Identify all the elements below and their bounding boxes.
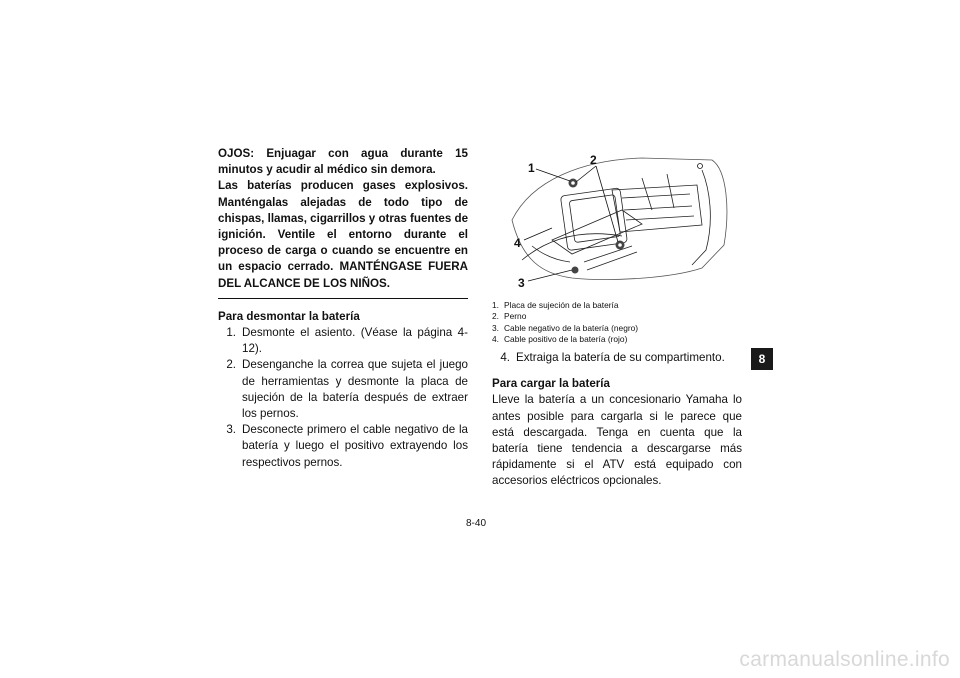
- figure-legend: [492, 300, 742, 346]
- chapter-tab: 8: [751, 348, 773, 370]
- warning-block: [218, 146, 468, 292]
- page-number: 8-40: [466, 518, 487, 529]
- charge-text: Lleve la batería a un concesionario Yamaha lo antes posible para cargarla si le parece que está descargada. Tenga en cuenta que la batería tiene tendencia a descargarse más rápidamente si el ATV está equipado con accesorios eléctricos opcionales.: [492, 393, 742, 488]
- right-column: [492, 350, 742, 490]
- step-number: 1.: [226, 326, 236, 340]
- watermark: carmanualsonline.info: [739, 648, 950, 671]
- legend-item: [492, 323, 742, 334]
- legend-number: 4.: [492, 334, 499, 345]
- step-item: [218, 357, 468, 422]
- callout-3: 3: [518, 276, 525, 290]
- warning-divider: [218, 298, 468, 299]
- legend-number: 1.: [492, 300, 499, 310]
- warning-gases: Las baterías producen gases explosivos. Manténgalas alejadas de todo tipo de chispas, llamas, cigarrillos y otras fuentes de ignición. Ventile el entorno durante el proceso de carga o cuando se encuentre en un espacio cerrado. MANTÉNGASE FUERA DEL ALCANCE DE LOS NIÑOS.: [218, 179, 469, 290]
- legend-text: Placa de sujeción de la batería: [504, 300, 619, 310]
- step-text: Desconecte primero el cable negativo de la batería y luego el positivo extrayendo los respectivos pernos.: [242, 423, 468, 469]
- legend-item: [492, 334, 742, 345]
- legend-item: [492, 311, 742, 322]
- warning-eyes: OJOS: Enjuagar con agua durante 15 minutos y acudir al médico sin demora.: [218, 147, 468, 177]
- left-column: [218, 146, 468, 471]
- callout-1: 1: [528, 161, 535, 175]
- step-text: Desmonte el asiento. (Véase la página 4-12).: [242, 326, 468, 356]
- battery-illustration: [492, 150, 742, 298]
- step-item: [218, 422, 468, 471]
- remove-heading: Para desmontar la batería: [218, 309, 360, 323]
- charge-heading: Para cargar la batería: [492, 377, 610, 391]
- step-item: [218, 325, 468, 357]
- legend-text: Cable positivo de la batería (rojo): [504, 334, 628, 345]
- legend-number: 2.: [492, 311, 499, 322]
- remove-steps: [218, 325, 468, 471]
- legend-number: 3.: [492, 322, 499, 333]
- step-number: 2.: [226, 358, 236, 372]
- legend-item: [492, 300, 742, 311]
- step-text: Extraiga la batería de su compartimento.: [516, 351, 725, 364]
- callout-2: 2: [590, 153, 597, 167]
- callout-4: 4: [514, 236, 521, 250]
- step-number: 3.: [226, 423, 236, 437]
- legend-text: Cable negativo de la batería (negro): [504, 322, 639, 333]
- step-text: Desenganche la correa que sujeta el juego de herramientas y desmonte la placa de sujeción de la batería después de extraer los pernos.: [242, 358, 468, 421]
- legend-text: Perno: [504, 311, 527, 322]
- step-number: 4.: [500, 351, 510, 364]
- step-item: [492, 350, 742, 366]
- remove-steps-continued: [492, 350, 742, 366]
